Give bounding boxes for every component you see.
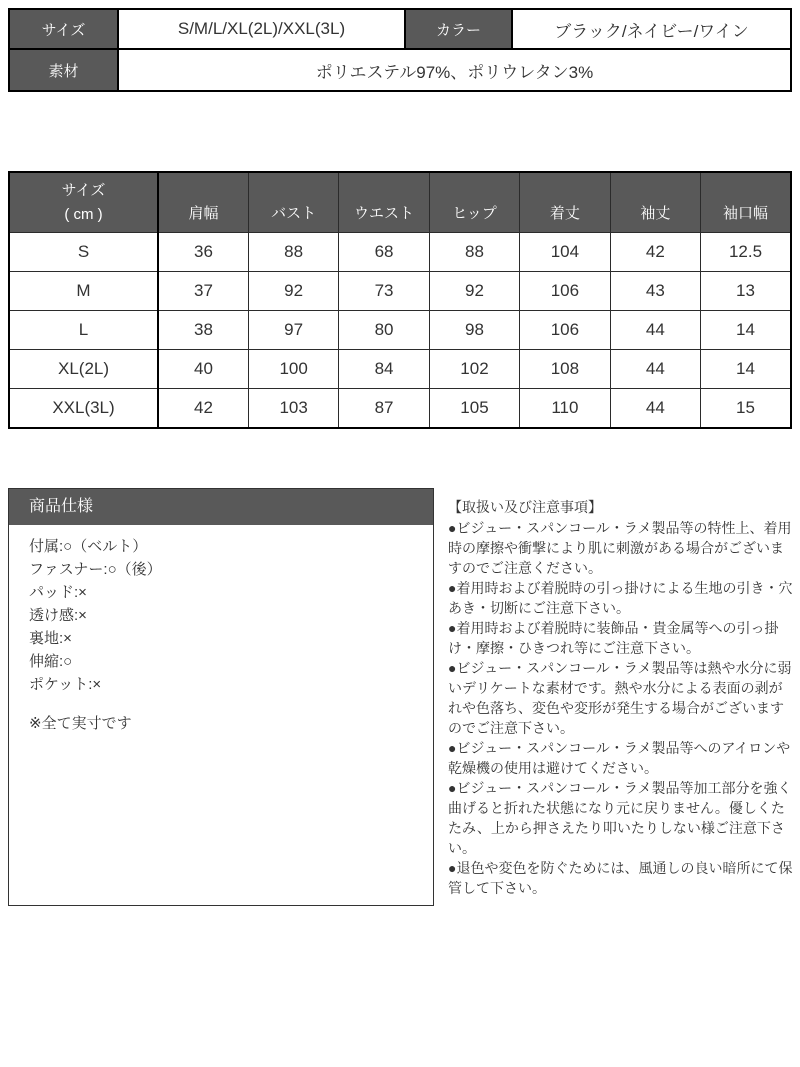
size-row-xxl xyxy=(9,389,791,429)
size-value-cell: 80 xyxy=(339,311,429,350)
spec-item-pad: パッド:× xyxy=(29,584,87,601)
spec-item-lining: 裏地:× xyxy=(29,630,72,647)
size-row-s xyxy=(9,233,791,272)
care-note-item: ●ビジュー・スパンコール・ラメ製品等加工部分を強く曲げると折れた状態になり元に戻りません。優しくたたみ、上から押さえたり叩いたりしない様ご注意下さい。 xyxy=(448,780,792,856)
spec-item-sheerness: 透け感:× xyxy=(29,607,87,624)
size-value-cell: S/M/L/XL(2L)/XXL(3L) xyxy=(118,9,405,49)
size-value-cell: 87 xyxy=(339,389,429,429)
spec-item-pocket: ポケット:× xyxy=(29,676,102,693)
col-header-sleeve: 袖丈 xyxy=(610,172,700,233)
size-value-cell: 97 xyxy=(248,311,338,350)
size-row-xl xyxy=(9,350,791,389)
size-name-cell: S xyxy=(9,233,158,272)
col-header-waist: ウエスト xyxy=(339,172,429,233)
size-value-cell: 92 xyxy=(248,272,338,311)
size-unit-header-cell xyxy=(9,172,158,233)
care-note-item: ●ビジュー・スパンコール・ラメ製品等へのアイロンや乾燥機の使用は避けてください。 xyxy=(448,740,791,776)
col-header-bust: バスト xyxy=(248,172,338,233)
size-value-cell: 73 xyxy=(339,272,429,311)
color-value-cell: ブラック/ネイビー/ワイン xyxy=(512,9,791,49)
size-row-l xyxy=(9,311,791,350)
col-header-cuff: 袖口幅 xyxy=(701,172,791,233)
spec-item-accessory: 付属:○（ベルト） xyxy=(29,538,148,555)
size-value-cell: 44 xyxy=(610,350,700,389)
size-value-cell: 44 xyxy=(610,311,700,350)
size-value-cell: 84 xyxy=(339,350,429,389)
spec-measurement-note: ※全て実寸です xyxy=(29,715,132,732)
size-value-cell: 106 xyxy=(520,272,610,311)
size-value-cell: 92 xyxy=(429,272,519,311)
size-value-cell: 42 xyxy=(610,233,700,272)
size-value-cell: 103 xyxy=(248,389,338,429)
size-chart-table xyxy=(8,171,792,429)
product-spec-box xyxy=(8,488,434,906)
size-value-cell: 106 xyxy=(520,311,610,350)
product-attributes-table xyxy=(8,8,792,92)
size-value-cell: 98 xyxy=(429,311,519,350)
size-value-cell: 40 xyxy=(158,350,248,389)
size-value-cell: 13 xyxy=(701,272,791,311)
size-chart-header-row xyxy=(9,172,791,233)
size-value-cell: 43 xyxy=(610,272,700,311)
attr-row-material xyxy=(9,49,791,91)
size-value-cell: 104 xyxy=(520,233,610,272)
spec-item-fastener: ファスナー:○（後） xyxy=(29,561,162,578)
size-label-cell: サイズ xyxy=(9,9,118,49)
material-label-cell: 素材 xyxy=(9,49,118,91)
size-value-cell: 42 xyxy=(158,389,248,429)
size-name-cell: XXL(3L) xyxy=(9,389,158,429)
col-header-hip: ヒップ xyxy=(429,172,519,233)
spec-box-body xyxy=(9,525,433,735)
care-notes-title: 【取扱い及び注意事項】 xyxy=(448,499,602,515)
size-value-cell: 100 xyxy=(248,350,338,389)
size-name-cell: M xyxy=(9,272,158,311)
size-value-cell: 37 xyxy=(158,272,248,311)
size-unit-line2: ( cm ) xyxy=(64,206,103,223)
spec-box-title: 商品仕様 xyxy=(9,489,433,525)
care-notes-section xyxy=(448,497,796,898)
size-value-cell: 14 xyxy=(701,311,791,350)
spec-item-stretch: 伸縮:○ xyxy=(29,653,73,670)
care-note-item: ●着用時および着脱時の引っ掛けによる生地の引き・穴あき・切断にご注意下さい。 xyxy=(448,580,793,616)
col-header-length: 着丈 xyxy=(520,172,610,233)
size-value-cell: 36 xyxy=(158,233,248,272)
size-value-cell: 110 xyxy=(520,389,610,429)
size-value-cell: 88 xyxy=(248,233,338,272)
size-value-cell: 44 xyxy=(610,389,700,429)
attr-row-size-color xyxy=(9,9,791,49)
size-name-cell: XL(2L) xyxy=(9,350,158,389)
size-row-m xyxy=(9,272,791,311)
material-value-cell: ポリエステル97%、ポリウレタン3% xyxy=(118,49,791,91)
col-header-shoulder: 肩幅 xyxy=(158,172,248,233)
care-note-item: ●ビジュー・スパンコール・ラメ製品等は熱や水分に弱いデリケートな素材です。熱や水分による表面の剥がれや色落ち、変色や変形が発生する場合がございますのでご注意下さい。 xyxy=(448,660,792,736)
size-value-cell: 14 xyxy=(701,350,791,389)
color-label-cell: カラー xyxy=(405,9,512,49)
size-value-cell: 12.5 xyxy=(701,233,791,272)
size-name-cell: L xyxy=(9,311,158,350)
size-value-cell: 38 xyxy=(158,311,248,350)
size-value-cell: 68 xyxy=(339,233,429,272)
size-value-cell: 15 xyxy=(701,389,791,429)
size-value-cell: 88 xyxy=(429,233,519,272)
size-value-cell: 102 xyxy=(429,350,519,389)
size-value-cell: 108 xyxy=(520,350,610,389)
size-unit-line1: サイズ xyxy=(61,182,106,199)
size-value-cell: 105 xyxy=(429,389,519,429)
care-note-item: ●ビジュー・スパンコール・ラメ製品等の特性上、着用時の摩擦や衝撃により肌に刺激がある場合がございますのでご注意ください。 xyxy=(448,520,792,576)
care-note-item: ●退色や変色を防ぐためには、風通しの良い暗所にて保管して下さい。 xyxy=(448,860,793,896)
care-note-item: ●着用時および着脱時に装飾品・貴金属等への引っ掛け・摩擦・ひきつれ等にご注意下さい。 xyxy=(448,620,779,656)
